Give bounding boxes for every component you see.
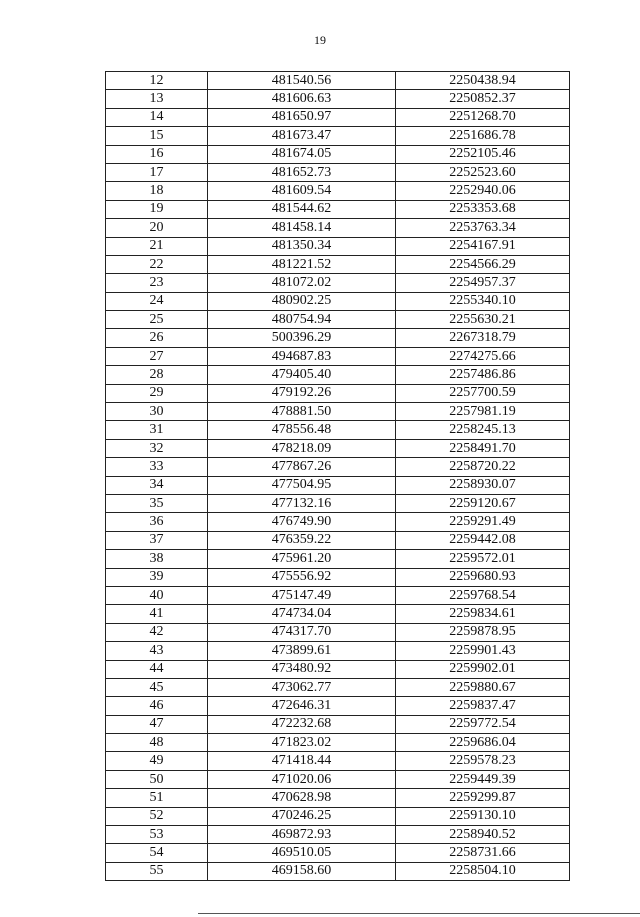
y-coordinate-cell: 2259880.67 — [396, 678, 570, 696]
table-row — [106, 789, 570, 807]
x-coordinate-cell: 478218.09 — [208, 439, 396, 457]
x-coordinate-cell: 475147.49 — [208, 586, 396, 604]
y-coordinate-cell: 2267318.79 — [396, 329, 570, 347]
table-row — [106, 531, 570, 549]
table-row — [106, 715, 570, 733]
table-row — [106, 384, 570, 402]
x-coordinate-cell: 473480.92 — [208, 660, 396, 678]
table-row — [106, 678, 570, 696]
table-row — [106, 200, 570, 218]
point-number-cell: 19 — [106, 200, 208, 218]
point-number-cell: 35 — [106, 494, 208, 512]
table-row — [106, 439, 570, 457]
x-coordinate-cell: 471020.06 — [208, 770, 396, 788]
table-row — [106, 182, 570, 200]
point-number-cell: 17 — [106, 163, 208, 181]
x-coordinate-cell: 481606.63 — [208, 90, 396, 108]
y-coordinate-cell: 2251686.78 — [396, 127, 570, 145]
x-coordinate-cell: 475556.92 — [208, 568, 396, 586]
x-coordinate-cell: 481458.14 — [208, 219, 396, 237]
y-coordinate-cell: 2258504.10 — [396, 862, 570, 880]
x-coordinate-cell: 478881.50 — [208, 403, 396, 421]
point-number-cell: 52 — [106, 807, 208, 825]
point-number-cell: 31 — [106, 421, 208, 439]
point-number-cell: 54 — [106, 844, 208, 862]
point-number-cell: 16 — [106, 145, 208, 163]
y-coordinate-cell: 2274275.66 — [396, 347, 570, 365]
x-coordinate-cell: 481540.56 — [208, 72, 396, 90]
point-number-cell: 45 — [106, 678, 208, 696]
x-coordinate-cell: 473062.77 — [208, 678, 396, 696]
y-coordinate-cell: 2254566.29 — [396, 255, 570, 273]
y-coordinate-cell: 2258731.66 — [396, 844, 570, 862]
table-row — [106, 347, 570, 365]
x-coordinate-cell: 494687.83 — [208, 347, 396, 365]
y-coordinate-cell: 2259442.08 — [396, 531, 570, 549]
y-coordinate-cell: 2258491.70 — [396, 439, 570, 457]
x-coordinate-cell: 473899.61 — [208, 642, 396, 660]
point-number-cell: 47 — [106, 715, 208, 733]
x-coordinate-cell: 479192.26 — [208, 384, 396, 402]
table-row — [106, 163, 570, 181]
x-coordinate-cell: 481652.73 — [208, 163, 396, 181]
x-coordinate-cell: 477867.26 — [208, 458, 396, 476]
point-number-cell: 23 — [106, 274, 208, 292]
y-coordinate-cell: 2257700.59 — [396, 384, 570, 402]
table-row — [106, 697, 570, 715]
table-row — [106, 274, 570, 292]
y-coordinate-cell: 2252940.06 — [396, 182, 570, 200]
table-row — [106, 476, 570, 494]
point-number-cell: 32 — [106, 439, 208, 457]
point-number-cell: 55 — [106, 862, 208, 880]
coordinates-table-body — [106, 72, 570, 881]
y-coordinate-cell: 2259834.61 — [396, 605, 570, 623]
x-coordinate-cell: 481350.34 — [208, 237, 396, 255]
point-number-cell: 20 — [106, 219, 208, 237]
point-number-cell: 49 — [106, 752, 208, 770]
table-row — [106, 550, 570, 568]
point-number-cell: 48 — [106, 734, 208, 752]
point-number-cell: 30 — [106, 403, 208, 421]
y-coordinate-cell: 2259902.01 — [396, 660, 570, 678]
y-coordinate-cell: 2254167.91 — [396, 237, 570, 255]
x-coordinate-cell: 480902.25 — [208, 292, 396, 310]
x-coordinate-cell: 472646.31 — [208, 697, 396, 715]
point-number-cell: 36 — [106, 513, 208, 531]
table-row — [106, 807, 570, 825]
table-row — [106, 72, 570, 90]
point-number-cell: 46 — [106, 697, 208, 715]
x-coordinate-cell: 479405.40 — [208, 366, 396, 384]
table-row — [106, 623, 570, 641]
x-coordinate-cell: 471823.02 — [208, 734, 396, 752]
point-number-cell: 25 — [106, 311, 208, 329]
x-coordinate-cell: 481609.54 — [208, 182, 396, 200]
x-coordinate-cell: 481072.02 — [208, 274, 396, 292]
y-coordinate-cell: 2257981.19 — [396, 403, 570, 421]
point-number-cell: 13 — [106, 90, 208, 108]
y-coordinate-cell: 2258720.22 — [396, 458, 570, 476]
point-number-cell: 24 — [106, 292, 208, 310]
table-row — [106, 255, 570, 273]
page-number: 19 — [314, 33, 326, 47]
table-row — [106, 826, 570, 844]
table-row — [106, 605, 570, 623]
y-coordinate-cell: 2259130.10 — [396, 807, 570, 825]
point-number-cell: 27 — [106, 347, 208, 365]
table-row — [106, 403, 570, 421]
y-coordinate-cell: 2252105.46 — [396, 145, 570, 163]
x-coordinate-cell: 472232.68 — [208, 715, 396, 733]
x-coordinate-cell: 481674.05 — [208, 145, 396, 163]
y-coordinate-cell: 2259768.54 — [396, 586, 570, 604]
point-number-cell: 44 — [106, 660, 208, 678]
point-number-cell: 38 — [106, 550, 208, 568]
point-number-cell: 50 — [106, 770, 208, 788]
point-number-cell: 34 — [106, 476, 208, 494]
x-coordinate-cell: 481221.52 — [208, 255, 396, 273]
y-coordinate-cell: 2259680.93 — [396, 568, 570, 586]
point-number-cell: 43 — [106, 642, 208, 660]
x-coordinate-cell: 474734.04 — [208, 605, 396, 623]
x-coordinate-cell: 480754.94 — [208, 311, 396, 329]
point-number-cell: 15 — [106, 127, 208, 145]
table-row — [106, 292, 570, 310]
x-coordinate-cell: 481673.47 — [208, 127, 396, 145]
x-coordinate-cell: 478556.48 — [208, 421, 396, 439]
table-row — [106, 90, 570, 108]
table-row — [106, 421, 570, 439]
table-row — [106, 329, 570, 347]
y-coordinate-cell: 2253353.68 — [396, 200, 570, 218]
x-coordinate-cell: 477132.16 — [208, 494, 396, 512]
y-coordinate-cell: 2252523.60 — [396, 163, 570, 181]
point-number-cell: 41 — [106, 605, 208, 623]
table-row — [106, 568, 570, 586]
x-coordinate-cell: 477504.95 — [208, 476, 396, 494]
point-number-cell: 14 — [106, 108, 208, 126]
point-number-cell: 22 — [106, 255, 208, 273]
y-coordinate-cell: 2259578.23 — [396, 752, 570, 770]
table-row — [106, 127, 570, 145]
y-coordinate-cell: 2250438.94 — [396, 72, 570, 90]
y-coordinate-cell: 2254957.37 — [396, 274, 570, 292]
point-number-cell: 39 — [106, 568, 208, 586]
point-number-cell: 33 — [106, 458, 208, 476]
table-row — [106, 366, 570, 384]
y-coordinate-cell: 2259878.95 — [396, 623, 570, 641]
y-coordinate-cell: 2259291.49 — [396, 513, 570, 531]
point-number-cell: 37 — [106, 531, 208, 549]
x-coordinate-cell: 469158.60 — [208, 862, 396, 880]
y-coordinate-cell: 2259772.54 — [396, 715, 570, 733]
table-row — [106, 734, 570, 752]
point-number-cell: 18 — [106, 182, 208, 200]
point-number-cell: 42 — [106, 623, 208, 641]
table-row — [106, 108, 570, 126]
x-coordinate-cell: 476749.90 — [208, 513, 396, 531]
point-number-cell: 21 — [106, 237, 208, 255]
point-number-cell: 29 — [106, 384, 208, 402]
coordinates-table — [105, 71, 570, 881]
point-number-cell: 51 — [106, 789, 208, 807]
table-row — [106, 458, 570, 476]
table-row — [106, 660, 570, 678]
table-row — [106, 844, 570, 862]
y-coordinate-cell: 2253763.34 — [396, 219, 570, 237]
y-coordinate-cell: 2259449.39 — [396, 770, 570, 788]
table-row — [106, 862, 570, 880]
point-number-cell: 53 — [106, 826, 208, 844]
y-coordinate-cell: 2259572.01 — [396, 550, 570, 568]
x-coordinate-cell: 471418.44 — [208, 752, 396, 770]
x-coordinate-cell: 469872.93 — [208, 826, 396, 844]
table-row — [106, 513, 570, 531]
x-coordinate-cell: 481650.97 — [208, 108, 396, 126]
point-number-cell: 40 — [106, 586, 208, 604]
x-coordinate-cell: 469510.05 — [208, 844, 396, 862]
y-coordinate-cell: 2258940.52 — [396, 826, 570, 844]
y-coordinate-cell: 2258930.07 — [396, 476, 570, 494]
table-row — [106, 770, 570, 788]
y-coordinate-cell: 2255630.21 — [396, 311, 570, 329]
y-coordinate-cell: 2255340.10 — [396, 292, 570, 310]
y-coordinate-cell: 2259837.47 — [396, 697, 570, 715]
table-row — [106, 311, 570, 329]
x-coordinate-cell: 470628.98 — [208, 789, 396, 807]
y-coordinate-cell: 2250852.37 — [396, 90, 570, 108]
table-row — [106, 219, 570, 237]
y-coordinate-cell: 2259901.43 — [396, 642, 570, 660]
bottom-rule — [198, 913, 640, 914]
y-coordinate-cell: 2259686.04 — [396, 734, 570, 752]
x-coordinate-cell: 475961.20 — [208, 550, 396, 568]
y-coordinate-cell: 2257486.86 — [396, 366, 570, 384]
table-row — [106, 752, 570, 770]
point-number-cell: 12 — [106, 72, 208, 90]
table-row — [106, 237, 570, 255]
point-number-cell: 26 — [106, 329, 208, 347]
y-coordinate-cell: 2258245.13 — [396, 421, 570, 439]
table-row — [106, 494, 570, 512]
x-coordinate-cell: 500396.29 — [208, 329, 396, 347]
y-coordinate-cell: 2259299.87 — [396, 789, 570, 807]
table-row — [106, 145, 570, 163]
point-number-cell: 28 — [106, 366, 208, 384]
y-coordinate-cell: 2259120.67 — [396, 494, 570, 512]
x-coordinate-cell: 481544.62 — [208, 200, 396, 218]
table-row — [106, 642, 570, 660]
x-coordinate-cell: 470246.25 — [208, 807, 396, 825]
y-coordinate-cell: 2251268.70 — [396, 108, 570, 126]
x-coordinate-cell: 474317.70 — [208, 623, 396, 641]
table-row — [106, 586, 570, 604]
x-coordinate-cell: 476359.22 — [208, 531, 396, 549]
